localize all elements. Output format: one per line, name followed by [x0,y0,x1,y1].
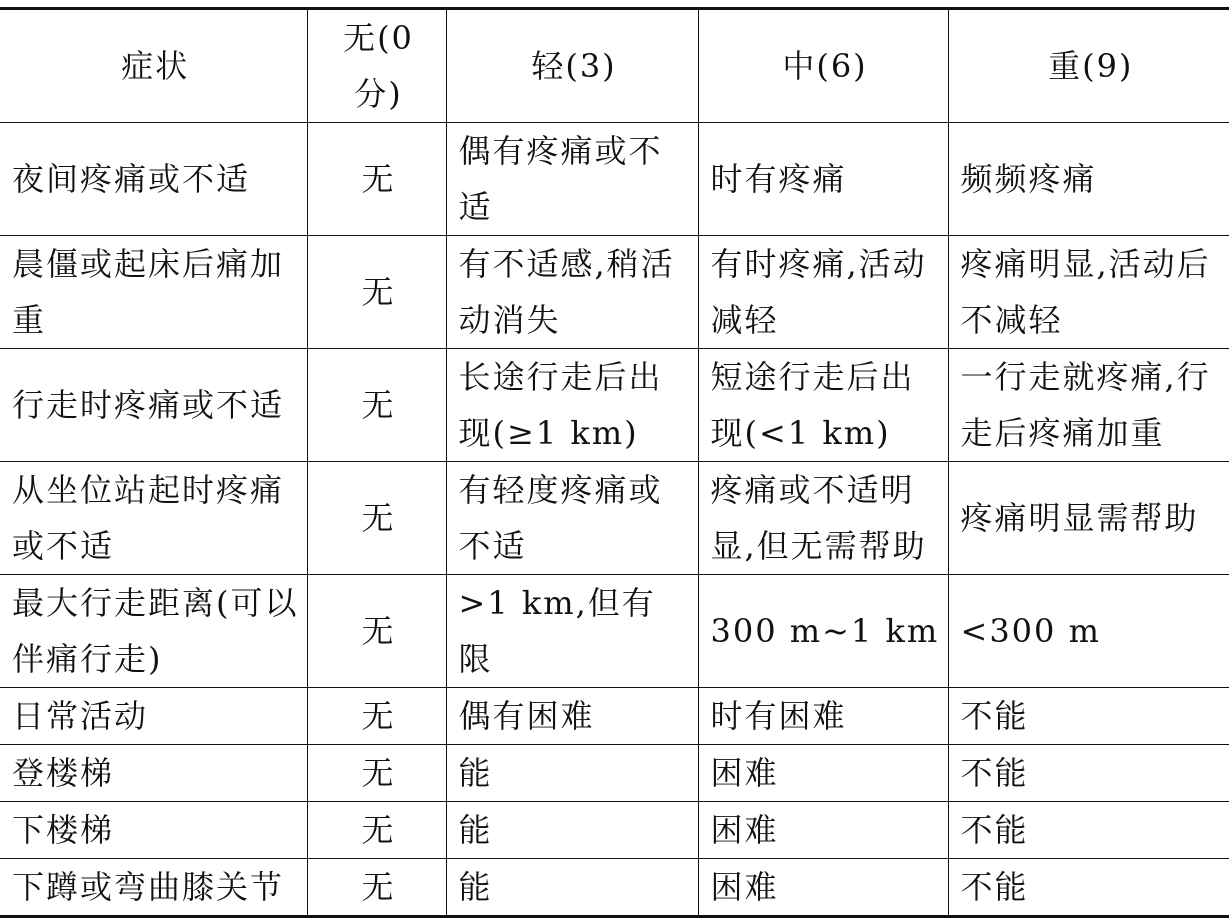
symptom-cell: 下楼梯 [0,802,307,859]
symptom-cell: 日常活动 [0,688,307,745]
none-cell: 无 [307,349,446,462]
none-cell: 无 [307,123,446,236]
none-cell: 无 [307,688,446,745]
symptom-cell: 最大行走距离(可以伴痛行走) [0,575,307,688]
table-row [0,236,1229,349]
moderate-cell: 困难 [698,802,948,859]
moderate-cell: 有时疼痛,活动减轻 [698,236,948,349]
none-cell: 无 [307,859,446,917]
moderate-cell: 时有困难 [698,688,948,745]
severe-cell: <300 m [948,575,1229,688]
none-cell: 无 [307,802,446,859]
moderate-cell: 疼痛或不适明显,但无需帮助 [698,462,948,575]
severe-cell: 不能 [948,802,1229,859]
symptom-cell: 从坐位站起时疼痛或不适 [0,462,307,575]
severe-cell: 不能 [948,745,1229,802]
mild-cell: 有轻度疼痛或不适 [446,462,698,575]
moderate-cell: 困难 [698,745,948,802]
none-cell: 无 [307,236,446,349]
table-row [0,462,1229,575]
mild-cell: 能 [446,802,698,859]
severe-cell: 一行走就疼痛,行走后疼痛加重 [948,349,1229,462]
header-symptom: 症状 [0,9,307,123]
header-mild-score: 轻(3) [446,9,698,123]
mild-cell: >1 km,但有限 [446,575,698,688]
symptom-score-table [0,7,1229,918]
symptom-cell: 行走时疼痛或不适 [0,349,307,462]
mild-cell: 能 [446,745,698,802]
moderate-cell: 困难 [698,859,948,917]
table-header-row [0,9,1229,123]
moderate-cell: 300 m~1 km [698,575,948,688]
severe-cell: 不能 [948,859,1229,917]
symptom-cell: 晨僵或起床后痛加重 [0,236,307,349]
header-severe-score: 重(9) [948,9,1229,123]
mild-cell: 偶有疼痛或不适 [446,123,698,236]
symptom-cell: 登楼梯 [0,745,307,802]
none-cell: 无 [307,575,446,688]
header-none-score: 无(0 分) [307,9,446,123]
severe-cell: 疼痛明显,活动后不减轻 [948,236,1229,349]
symptom-cell: 下蹲或弯曲膝关节 [0,859,307,917]
table-row [0,123,1229,236]
table-row [0,745,1229,802]
moderate-cell: 短途行走后出现(<1 km) [698,349,948,462]
table-row [0,349,1229,462]
table-row [0,859,1229,917]
mild-cell: 有不适感,稍活动消失 [446,236,698,349]
symptom-cell: 夜间疼痛或不适 [0,123,307,236]
severe-cell: 频频疼痛 [948,123,1229,236]
none-cell: 无 [307,462,446,575]
severe-cell: 疼痛明显需帮助 [948,462,1229,575]
mild-cell: 偶有困难 [446,688,698,745]
header-moderate-score: 中(6) [698,9,948,123]
mild-cell: 长途行走后出现(≥1 km) [446,349,698,462]
table-row [0,802,1229,859]
none-cell: 无 [307,745,446,802]
table-row [0,688,1229,745]
mild-cell: 能 [446,859,698,917]
severe-cell: 不能 [948,688,1229,745]
moderate-cell: 时有疼痛 [698,123,948,236]
table-row [0,575,1229,688]
